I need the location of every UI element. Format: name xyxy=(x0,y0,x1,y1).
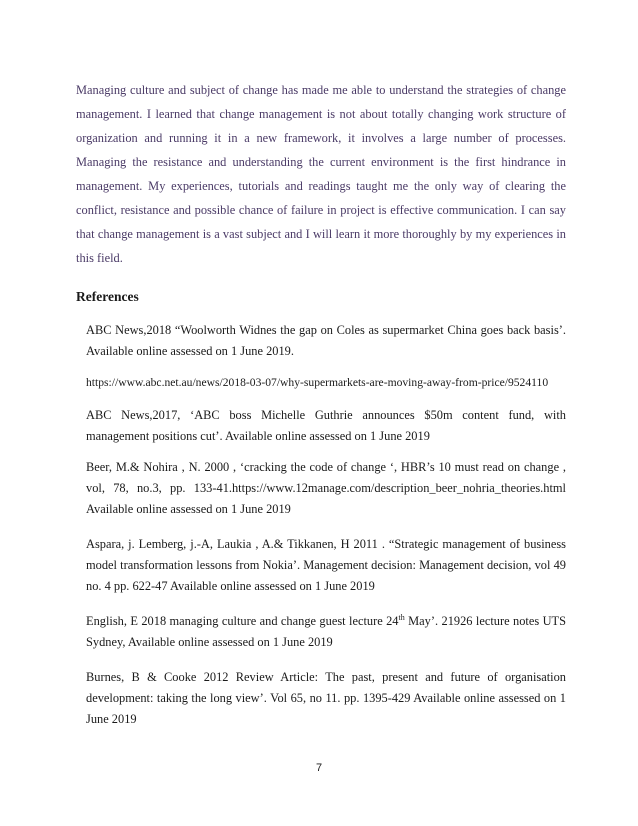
reference-english-text-end: May’. 21926 lecture notes UTS Sydney, Available online assessed on 1 June 2019 xyxy=(86,614,566,649)
reference-english-text: English, E 2018 managing culture and change guest lecture 24 xyxy=(86,614,399,628)
reference-aspara: Aspara, j. Lemberg, j.-A, Laukia , A.& Tikkanen, H 2011 . “Strategic management of business model transformation lessons from Nokia’. Management decision: Management decision, vol 49 no. 4 pp. 622-47 Available online assessed on 1 June 2019 xyxy=(86,537,566,593)
page-number: 7 xyxy=(315,762,323,774)
reference-english xyxy=(86,611,566,653)
references-heading: References xyxy=(76,289,139,304)
reference-beer-nohria: Beer, M.& Nohira , N. 2000 , ‘cracking the code of change ‘, HBR’s 10 must read on change , vol, 78, no.3, pp. 133-41.https://www.12manage.com/description_beer_nohria_theories.html Available online assessed on 1 June 2019 xyxy=(86,460,566,516)
reference-abc-url[interactable]: https://www.abc.net.au/news/2018-03-07/why-supermarkets-are-moving-away-from-price/9524110 xyxy=(86,376,549,389)
intro-paragraph: Managing culture and subject of change has made me able to understand the strategies of change management. I learned that change management is not about totally changing work structure of organization and running it in a new framework, it involves a large number of processes. Managing the resistance and understanding the current environment is the first hindrance in management. My experiences, tutorials and readings taught me the only way of clearing the conflict, resistance and possible chance of failure in project is effective communication. I can say that change management is a vast subject and I will learn it more thoroughly by my experiences in this field. xyxy=(76,83,566,266)
reference-abc-2017: ABC News,2017, ‘ABC boss Michelle Guthrie announces $50m content fund, with management positions cut’. Available online assessed on 1 June 2019 xyxy=(86,408,566,443)
references-list xyxy=(86,320,566,744)
reference-english-sup: th xyxy=(398,612,405,622)
reference-abc-2018: ABC News,2018 “Woolworth Widnes the gap on Coles as supermarket China goes back basis’. Available online assessed on 1 June 2019. xyxy=(86,323,566,358)
reference-burnes: Burnes, B & Cooke 2012 Review Article: The past, present and future of organisation development: taking the long view’. Vol 65, no 11. pp. 1395-429 Available online assessed on 1 June 2019 xyxy=(86,670,566,726)
